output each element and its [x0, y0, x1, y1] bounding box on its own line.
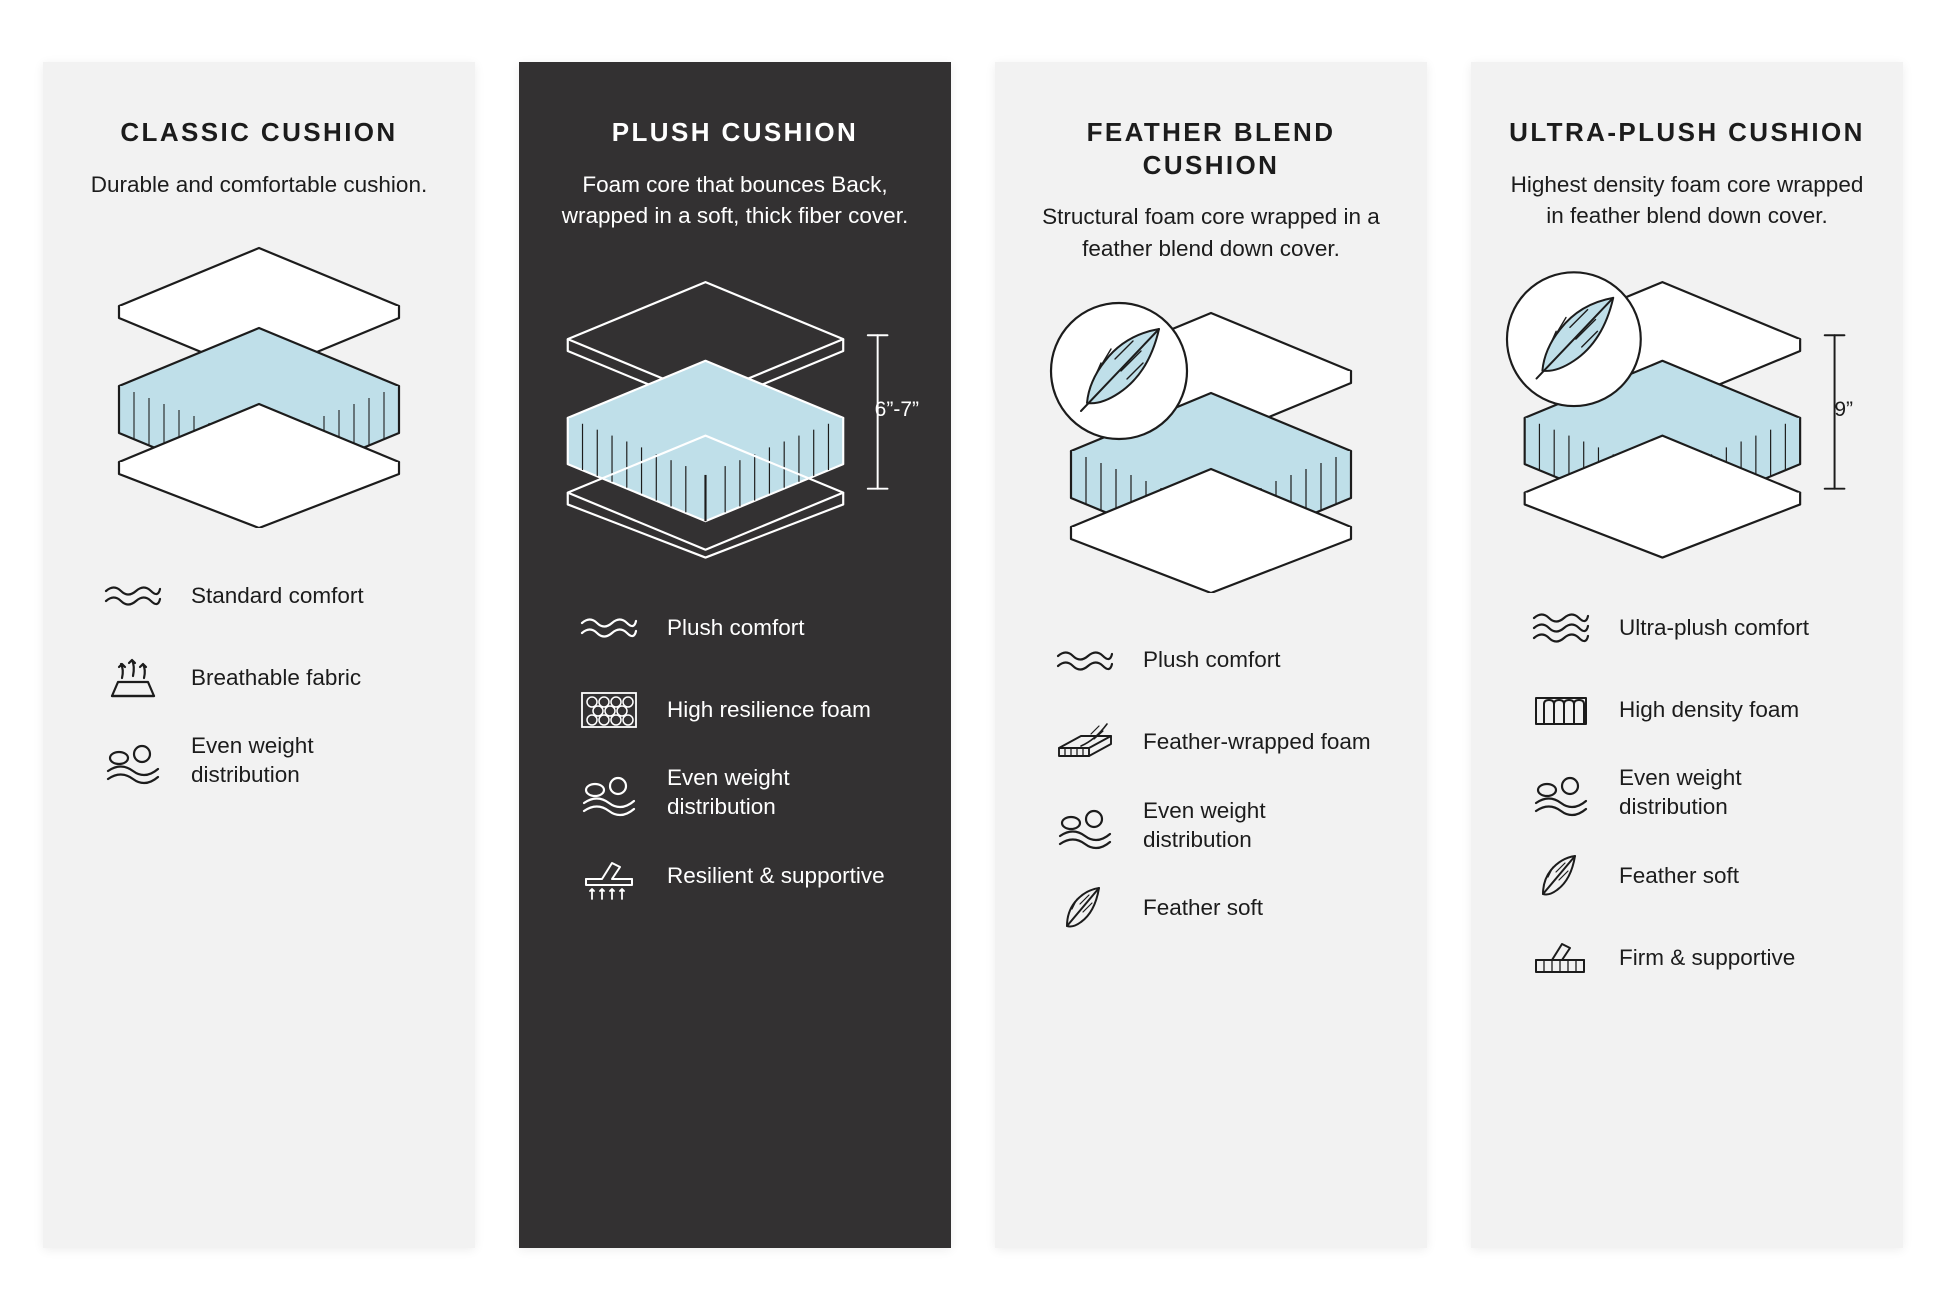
feature-label: Breathable fabric [191, 665, 362, 691]
breathable-fabric-icon [97, 650, 169, 706]
feather-badge-icon [1051, 303, 1187, 439]
feather-badge-icon [1507, 273, 1641, 407]
feature-list [1505, 600, 1869, 986]
cushion-diagram-classic [77, 228, 441, 538]
list-item [573, 848, 917, 904]
list-item [573, 682, 917, 738]
list-item [1525, 848, 1869, 904]
feature-list [77, 568, 441, 790]
feature-label: Feather soft [1619, 862, 1740, 888]
wave-icon [97, 568, 169, 624]
resilient-support-icon [573, 848, 645, 904]
card-description: Structural foam core wrapped in a feather blend down cover. [1042, 204, 1380, 261]
cushion-diagram-plush [553, 260, 917, 570]
page-title: CLASSIC CUSHION [120, 117, 398, 147]
card-description: Highest density foam core wrapped in feather blend down cover. [1510, 171, 1864, 229]
list-item [1525, 930, 1869, 986]
feature-label: Even weight distribution [1143, 797, 1266, 852]
cushion-diagram-ultra-plush [1505, 260, 1869, 570]
high-density-foam-icon [1525, 682, 1597, 738]
list-item [1049, 880, 1393, 936]
wave-icon [573, 600, 645, 656]
exploded-cushion-illustration [94, 228, 424, 528]
feather-wrapped-foam-icon [1049, 715, 1121, 771]
even-weight-icon [1049, 798, 1121, 854]
page-title: PLUSH CUSHION [611, 117, 859, 147]
list-item [97, 568, 441, 624]
feature-list [1029, 633, 1393, 937]
feature-label: Firm & supportive [1619, 944, 1796, 970]
card-description: Durable and comfortable cushion. [90, 171, 428, 197]
feature-label: Standard comfort [191, 583, 364, 609]
wave-icon [1049, 633, 1121, 689]
page-title: FEATHER BLEND CUSHION [1086, 117, 1336, 180]
card-ultra-plush-cushion [1471, 62, 1903, 1248]
wave-icon [1525, 600, 1597, 656]
feature-label: Even weight distribution [191, 733, 314, 788]
dimension-label: 9” [1834, 398, 1853, 422]
feature-label: Even weight distribution [667, 765, 790, 820]
card-classic-cushion [43, 62, 475, 1248]
feather-icon [1525, 848, 1597, 904]
feature-label: Plush comfort [1143, 647, 1281, 673]
exploded-cushion-illustration [1041, 293, 1381, 593]
even-weight-icon [573, 765, 645, 821]
cushion-diagram-feather-blend [1029, 293, 1393, 603]
list-item [1525, 764, 1869, 822]
list-item [1525, 600, 1869, 656]
feature-label: Feather-wrapped foam [1143, 729, 1371, 755]
feature-label: High density foam [1619, 696, 1800, 722]
feature-list [553, 600, 917, 904]
card-plush-cushion [519, 62, 951, 1248]
list-item [1049, 633, 1393, 689]
page-title: ULTRA-PLUSH CUSHION [1509, 117, 1865, 147]
list-item [97, 732, 441, 790]
feature-label: Even weight distribution [1619, 765, 1742, 820]
exploded-cushion-illustration [553, 260, 917, 560]
even-weight-icon [1525, 765, 1597, 821]
list-item [1525, 682, 1869, 738]
honeycomb-foam-icon [573, 682, 645, 738]
card-description: Foam core that bounces Back, wrapped in a soft, thick fiber cover. [561, 171, 909, 229]
feature-label: Feather soft [1143, 895, 1264, 921]
firm-support-icon [1525, 930, 1597, 986]
dimension-label: 6”-7” [874, 398, 919, 422]
list-item [1049, 715, 1393, 771]
list-item [97, 650, 441, 706]
card-feather-blend-cushion [995, 62, 1427, 1248]
even-weight-icon [97, 733, 169, 789]
feature-label: High resilience foam [667, 696, 871, 722]
feature-label: Plush comfort [667, 614, 805, 640]
feature-label: Resilient & supportive [667, 862, 885, 888]
feature-label: Ultra-plush comfort [1619, 614, 1810, 640]
list-item [573, 600, 917, 656]
list-item [1049, 797, 1393, 855]
feather-icon [1049, 880, 1121, 936]
exploded-cushion-illustration [1505, 260, 1869, 560]
list-item [573, 764, 917, 822]
